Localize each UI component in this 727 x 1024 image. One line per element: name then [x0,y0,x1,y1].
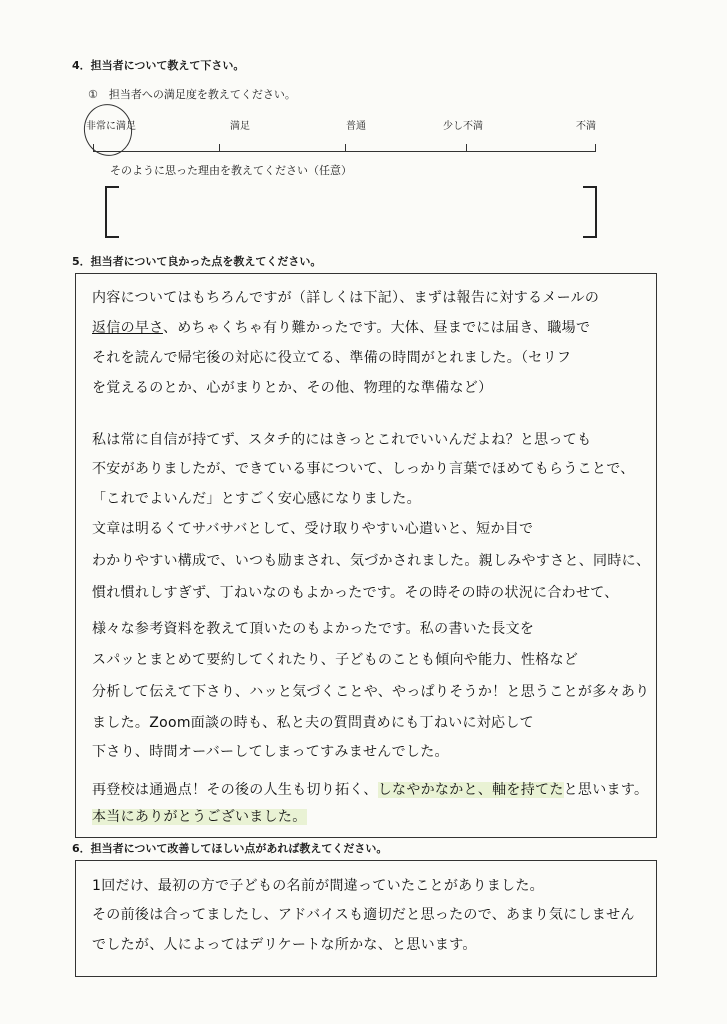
handwritten-line: を覚えるのとか、心がまりとか、その他、物理的な準備など） [92,380,493,396]
section-5-title: 5．担当者について良かった点を教えてください。 [72,255,322,268]
scale-tick [466,144,467,152]
handwritten-line: 内容についてはもちろんですが（詳しくは下記）、まずは報告に対するメールの [92,290,600,306]
handwritten-underlined-text: 返信の早さ [92,320,163,336]
handwritten-line: その前後は合ってましたし、アドバイスも適切だと思ったので、あまり気にしません [92,907,635,923]
handwritten-line: それを読んで帰宅後の対応に役立てる、準備の時間がとれました。（セリフ [92,350,572,366]
reason-bracket-right [583,186,597,238]
handwritten-line: スパッとまとめて要約してくれたり、子どものことも傾向や能力、性格など [92,652,579,668]
handwritten-line: 「これでよいんだ」とすごく安心感になりました。 [92,491,421,507]
handwritten-line: 下さり、時間オーバーしてしまってすみませんでした。 [92,744,449,760]
handwritten-line: ました。Zoom面談の時も、私と夫の質問責めにも丁ねいに対応して [92,715,534,731]
handwritten-line: 様々な参考資料を教えて頂いたのもよかったです。私の書いた長文を [92,621,535,637]
handwritten-line: 分析して伝えて下さり、ハッと気づくことや、やっぱりそうか！と思うことが多々あり [92,684,650,700]
scale-tick [219,144,220,152]
scale-tick [345,144,346,152]
handwritten-line: わかりやすい構成で、いつも励まされ、気づかされました。親しみやすさと、同時に、 [92,553,651,569]
reason-label: そのように思った理由を教えてください（任意） [110,164,352,177]
handwritten-line: 1回だけ、最初の方で子どもの名前が間違っていたことがありました。 [92,878,544,894]
scale-label-dissatisfied: 不満 [576,121,596,132]
handwritten-line: 文章は明るくてサバサバとして、受け取りやすい心遣いと、短か目で [92,521,534,537]
handwritten-line [92,802,727,832]
section-4-title: 4．担当者について教えて下さい。 [72,59,245,72]
handwritten-highlighted-text: しなやかなかと、軸を持てた [377,782,564,798]
scale-line [93,151,595,152]
handwritten-line: 慣れ慣れしすぎず、丁ねいなのもよかったです。その時その時の状況に合わせて、 [92,585,619,601]
satisfaction-question: ① 担当者への満足度を教えてください。 [88,88,296,101]
reason-bracket-left [105,186,119,238]
handwritten-line [92,775,727,805]
scale-label-neutral: 普通 [346,121,366,132]
handwritten-highlighted-text: 本当にありがとうございました。 [92,809,307,825]
scale-label-satisfied: 満足 [230,121,250,132]
handwritten-line: 私は常に自信が持てず、スタチ的にはきっとこれでいいんだよね？と思っても [92,432,592,448]
scale-tick [595,144,596,152]
scale-label-very-satisfied: 非常に満足 [86,121,136,132]
handwritten-text: と思います。 [563,782,649,798]
handwritten-text: 再登校は通過点！その後の人生も切り拓く、 [92,782,378,798]
handwritten-text: 、めちゃくちゃ有り難かったです。大体、昼までには届き、職場で [162,320,591,336]
section-6-title: 6．担当者について改善してほしい点があれば教えてください。 [72,842,388,855]
handwritten-line: 不安がありましたが、できている事について、しっかり言葉でほめてもらうことで、 [92,461,635,477]
handwritten-line [92,313,727,343]
handwritten-line: でしたが、人によってはデリケートな所かな、と思います。 [92,937,477,953]
scale-label-slightly-dissatisfied: 少し不満 [443,121,483,132]
